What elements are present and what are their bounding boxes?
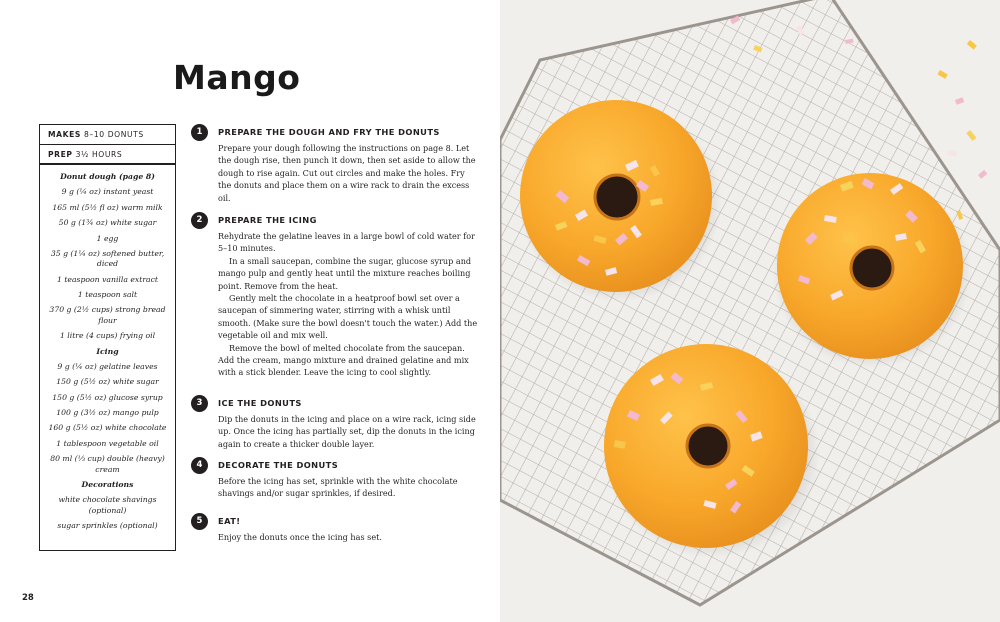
ingredient-item: 100 g (3½ oz) mango pulp xyxy=(56,408,159,418)
step-number-badge: 3 xyxy=(191,395,208,412)
step-body xyxy=(218,531,480,543)
ingredient-item: 9 g (¼ oz) instant yeast xyxy=(61,187,154,197)
ingredient-item: 160 g (5½ oz) white chocolate xyxy=(48,423,167,433)
step-number-badge: 1 xyxy=(191,124,208,141)
ingredient-item: 165 ml (5½ fl oz) warm milk xyxy=(52,202,163,212)
step-paragraph: Remove the bowl of melted chocolate from the saucepan. Add the cream, mango mixture and drained gelatine and mix with a stick blender. Leave the icing to cool slightly. xyxy=(218,342,469,378)
ingredient-item: 50 g (1¾ oz) white sugar xyxy=(58,218,157,228)
ingredients-box xyxy=(39,124,176,551)
ingredient-item: 80 ml (⅓ cup) double (heavy) cream xyxy=(50,454,165,474)
step-paragraph: Before the icing has set, sprinkle with the white chocolate shavings and/or sugar sprinkles, if desired. xyxy=(218,476,458,499)
donut-photo xyxy=(500,0,1000,622)
step-paragraph: Enjoy the donuts once the icing has set. xyxy=(218,532,382,542)
step-body xyxy=(218,142,480,204)
step-title: ICE THE DONUTS xyxy=(218,398,302,408)
prep-row xyxy=(40,145,175,165)
ingredient-item: 1 teaspoon salt xyxy=(77,290,138,300)
ingredient-heading: Donut dough (page 8) xyxy=(60,172,155,181)
step-number-badge: 5 xyxy=(191,513,208,530)
ingredient-item: white chocolate shavings (optional) xyxy=(58,495,157,515)
step-paragraph: Dip the donuts in the icing and place on a wire rack, icing side up. Once the icing has partially set, dip the donuts in the icing again to create a thicker double layer. xyxy=(218,414,476,449)
step-title: PREPARE THE DOUGH AND FRY THE DONUTS xyxy=(218,127,440,137)
ingredient-item: 150 g (5½ oz) glucose syrup xyxy=(52,392,163,402)
ingredient-list xyxy=(40,165,175,531)
ingredient-item: 1 egg xyxy=(96,233,119,243)
makes-value: 8–10 DONUTS xyxy=(84,130,144,139)
ingredient-item: 1 tablespoon vegetable oil xyxy=(56,438,159,448)
ingredient-item: 370 g (2½ cups) strong bread flour xyxy=(49,305,166,325)
step-title: PREPARE THE ICING xyxy=(218,215,317,225)
recipe-title: Mango xyxy=(173,58,301,97)
right-page xyxy=(500,0,1000,622)
step-paragraph: Rehydrate the gelatine leaves in a large bowl of cold water for 5–10 minutes. xyxy=(218,231,475,254)
step-number-badge: 4 xyxy=(191,457,208,474)
prep-label: PREP xyxy=(48,150,73,159)
ingredient-item: 1 teaspoon vanilla extract xyxy=(57,274,158,284)
step-title: EAT! xyxy=(218,516,241,526)
makes-row xyxy=(40,125,175,145)
step-body xyxy=(218,475,480,500)
ingredient-item: 1 litre (4 cups) frying oil xyxy=(59,331,156,341)
page-number: 28 xyxy=(22,593,34,603)
ingredient-item: sugar sprinkles (optional) xyxy=(57,521,158,530)
step-paragraph: In a small saucepan, combine the sugar, glucose syrup and mango pulp and gently heat until the mixture reaches boiling point. Remove from the heat. xyxy=(218,255,472,291)
ingredient-heading: Decorations xyxy=(81,479,134,489)
step-body xyxy=(218,413,480,450)
step-body xyxy=(218,230,480,379)
ingredient-item: 35 g (1¼ oz) softened butter, diced xyxy=(50,248,165,269)
step-number-badge: 2 xyxy=(191,212,208,229)
ingredient-item: 9 g (¼ oz) gelatine leaves xyxy=(57,361,158,371)
step-paragraph: Prepare your dough following the instructions on page 8. Let the dough rise, then punch it down, then set aside to allow the dough to rise again. Cut out circles and make the holes. Fry the donuts and place them on a wire rack to drain the excess oil. xyxy=(218,143,476,203)
ingredient-item: 150 g (5½ oz) white sugar xyxy=(56,377,159,387)
step-title: DECORATE THE DONUTS xyxy=(218,460,339,470)
makes-label: MAKES xyxy=(48,130,81,139)
ingredient-heading: Icing xyxy=(96,346,119,356)
step-paragraph: Gently melt the chocolate in a heatproof bowl set over a saucepan of simmering water, stirring with a whisk until smooth. (Make sure the bowl doesn't touch the water.) Add the vegetable oil and mix well. xyxy=(218,293,478,341)
prep-value: 3½ HOURS xyxy=(75,150,123,159)
